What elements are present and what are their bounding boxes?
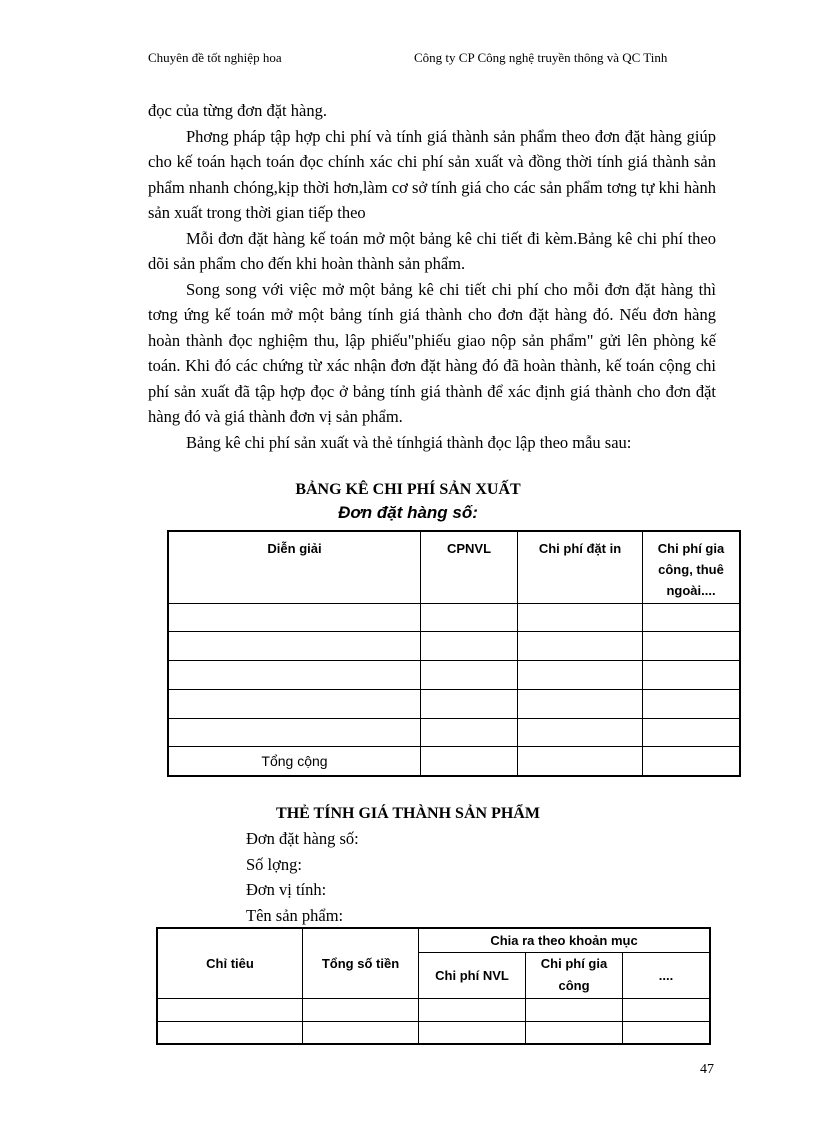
card-title: THẺ TÍNH GIÁ THÀNH SẢN PHẨM xyxy=(276,805,540,822)
cost-card-table xyxy=(156,927,711,1045)
table1-title: BẢNG KÊ CHI PHÍ SẢN XUẤT xyxy=(295,481,521,498)
table-row xyxy=(157,998,710,1021)
paragraph: Bảng kê chi phí sản xuất và thẻ tínhgiá thành đọc lập theo mẫu sau: xyxy=(186,432,632,452)
paragraph: Phơng pháp tập hợp chi phí và tính giá thành sản phẩm theo đơn đặt hàng giúp cho kế toán hạch toán đọc chính xác chi phí sản xuất và đồng thời tính giá thành sản phẩm nhanh chóng,kịp thời hơn,làm cơ sở tính giá cho các sản phẩm tơng tự khi hành sản xuất trong thời gian tiếp theo xyxy=(148,126,716,222)
col-header-nvl-cost: Chi phí NVL xyxy=(419,952,526,998)
total-label: Tổng cộng xyxy=(168,746,421,776)
col-header-outsourcing-cost: Chi phí gia công, thuê ngoài.... xyxy=(643,531,741,603)
table-row xyxy=(168,746,740,776)
col-header-printing-cost: Chi phí đặt in xyxy=(518,531,643,603)
card-line-product: Tên sản phẩm: xyxy=(246,905,344,925)
col-header-group: Chia ra theo khoản mục xyxy=(419,928,711,952)
page-number: 47 xyxy=(700,1062,714,1077)
paragraph: đọc của từng đơn đặt hàng. xyxy=(148,101,327,120)
card-line-quantity: Số lợng: xyxy=(246,854,302,874)
table-row xyxy=(168,660,740,689)
paragraph: Song song với việc mở một bảng kê chi tiết chi phí cho mỗi đơn đặt hàng thì tơng ứng kế toán mở một bảng tính giá thành cho đơn đặt hàng đó. Nếu đơn hàng hoàn thành đọc nghiệm thu, lập phiếu"phiếu giao nộp sản phẩm" gửi lên phòng kế toán. Khi đó các chứng từ xác nhận đơn đặt hàng đó đã hoàn thành, kế toán cộng chi phí sản xuất đã tập hợp đọc ở bảng tính giá thành để xác định giá thành cho đơn đặt hàng đó và giá thành đơn vị sản phẩm. xyxy=(148,279,716,426)
col-header-cpnvl: CPNVL xyxy=(421,531,518,603)
table1-subtitle: Đơn đặt hàng số: xyxy=(338,503,478,522)
table-row xyxy=(168,689,740,718)
table-row xyxy=(168,631,740,660)
card-fields xyxy=(246,826,359,928)
col-header-description: Diễn giải xyxy=(168,531,421,603)
table-row xyxy=(157,1021,710,1044)
card-line-unit: Đơn vị tính: xyxy=(246,880,327,899)
cost-sheet-table xyxy=(167,530,741,777)
paragraph: Mỗi đơn đặt hàng kế toán mở một bảng kê chi tiết đi kèm.Bảng kê chi phí theo dõi sản phẩm cho đến khi hoàn thành sản phẩm. xyxy=(148,228,716,273)
card-line-order: Đơn đặt hàng số: xyxy=(246,829,359,848)
body-text xyxy=(148,98,716,455)
table-row xyxy=(168,718,740,746)
table-row xyxy=(168,603,740,631)
col-header-total-amount: Tổng số tiền xyxy=(303,928,419,998)
col-header-processing-cost: Chi phí gia công xyxy=(526,952,623,998)
header-left: Chuyên đề tốt nghiệp hoa xyxy=(148,50,282,65)
col-header-indicator: Chỉ tiêu xyxy=(157,928,303,998)
col-header-other: .... xyxy=(623,952,711,998)
header-right: Công ty CP Công nghệ truyền thông và QC Tinh xyxy=(414,50,668,65)
